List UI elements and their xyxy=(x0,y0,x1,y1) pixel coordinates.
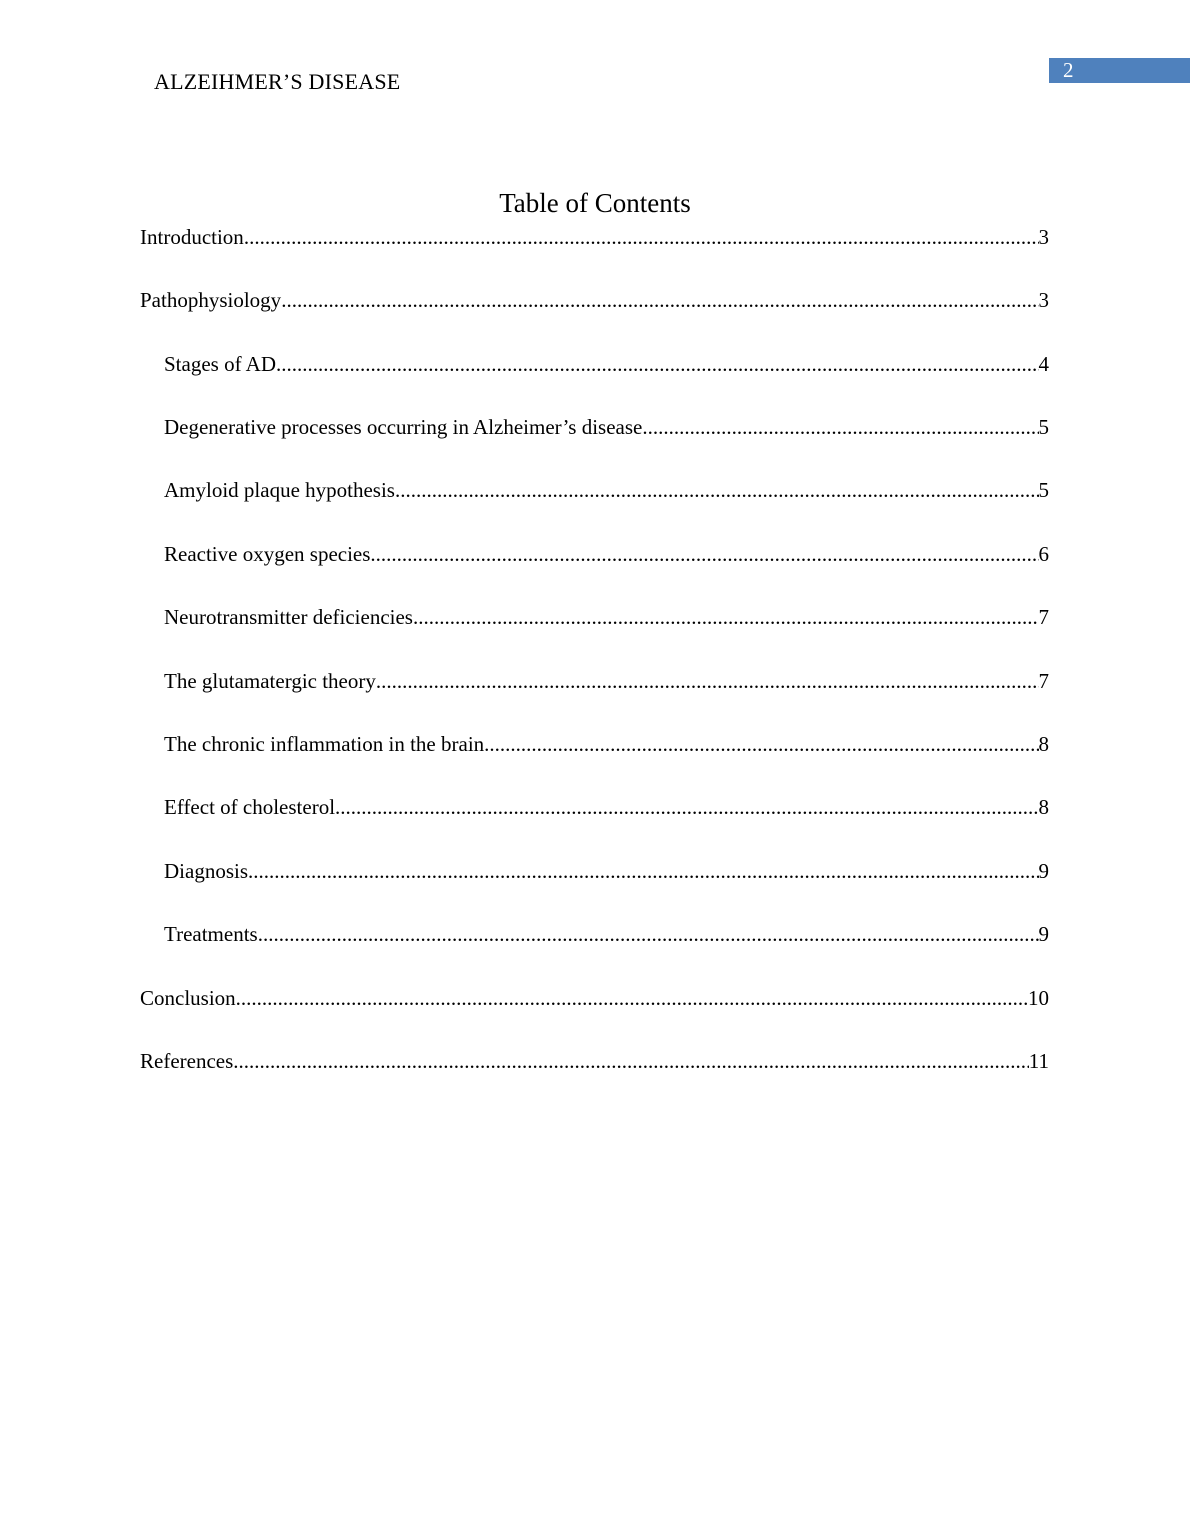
toc-heading: Table of Contents xyxy=(499,188,691,218)
toc-entry-page: 11 xyxy=(1028,1049,1049,1073)
toc-entry-glutamatergic-theory[interactable] xyxy=(164,667,1049,695)
toc-entry-page: 9 xyxy=(1038,922,1049,946)
toc-entry-chronic-inflammation[interactable] xyxy=(164,730,1049,758)
toc-dot-leader xyxy=(281,286,1038,314)
toc-entry-page: 3 xyxy=(1038,288,1049,312)
toc-dot-leader xyxy=(244,223,1039,251)
toc-entry-page: 8 xyxy=(1038,795,1049,819)
toc-entry-conclusion[interactable] xyxy=(140,984,1049,1012)
toc-entry-references[interactable] xyxy=(140,1047,1049,1075)
toc-dot-leader xyxy=(642,413,1038,441)
toc-entry-label: Degenerative processes occurring in Alzheimer’s disease xyxy=(164,415,643,439)
toc-entry-reactive-oxygen-species[interactable] xyxy=(164,540,1049,568)
toc-entry-page: 3 xyxy=(1038,225,1049,249)
toc-entry-label: Effect of cholesterol xyxy=(164,795,336,819)
toc-dot-leader xyxy=(484,730,1038,758)
toc-entry-label: Introduction xyxy=(140,225,244,249)
toc-entry-page: 5 xyxy=(1038,415,1049,439)
toc-entry-introduction[interactable] xyxy=(140,223,1049,251)
toc-entry-label: Neurotransmitter deficiencies xyxy=(164,605,413,629)
toc-entry-page: 6 xyxy=(1038,542,1049,566)
toc-entry-label: Diagnosis xyxy=(164,859,248,883)
toc-entry-page: 7 xyxy=(1038,669,1049,693)
toc-dot-leader xyxy=(395,476,1039,504)
toc-entry-label: Conclusion xyxy=(140,986,236,1010)
toc-entry-label: Reactive oxygen species xyxy=(164,542,371,566)
toc-dot-leader xyxy=(376,667,1039,695)
toc-entry-page: 10 xyxy=(1028,986,1049,1010)
toc-entry-page: 5 xyxy=(1038,478,1049,502)
toc-entry-amyloid-plaque-hypothesis[interactable] xyxy=(164,476,1049,504)
toc-entry-label: Stages of AD xyxy=(164,352,276,376)
toc-entry-effect-of-cholesterol[interactable] xyxy=(164,793,1049,821)
toc-dot-leader xyxy=(258,920,1039,948)
toc-entry-page: 8 xyxy=(1038,732,1049,756)
toc-entry-label: The chronic inflammation in the brain xyxy=(164,732,485,756)
toc-entry-diagnosis[interactable] xyxy=(164,857,1049,885)
toc-entry-page: 9 xyxy=(1038,859,1049,883)
toc-dot-leader xyxy=(335,793,1038,821)
toc-entry-label: The glutamatergic theory xyxy=(164,669,376,693)
toc-entry-pathophysiology[interactable] xyxy=(140,286,1049,314)
toc-dot-leader xyxy=(236,984,1028,1012)
toc-entry-degenerative-processes[interactable] xyxy=(164,413,1049,441)
toc-entry-page: 7 xyxy=(1038,605,1049,629)
toc-entry-label: Pathophysiology xyxy=(140,288,282,312)
page-number: 2 xyxy=(1063,58,1074,82)
toc-entry-page: 4 xyxy=(1038,352,1049,376)
toc-entry-label: Treatments xyxy=(164,922,258,946)
toc-entry-label: References xyxy=(140,1049,234,1073)
toc-entry-treatments[interactable] xyxy=(164,920,1049,948)
toc-dot-leader xyxy=(233,1047,1028,1075)
toc-entry-stages-of-ad[interactable] xyxy=(164,350,1049,378)
toc-dot-leader xyxy=(248,857,1039,885)
toc-dot-leader xyxy=(370,540,1038,568)
running-header-title: ALZEIHMER’S DISEASE xyxy=(154,69,401,94)
toc-dot-leader xyxy=(276,350,1039,378)
toc-entry-neurotransmitter-deficiencies[interactable] xyxy=(164,603,1049,631)
toc-entry-label: Amyloid plaque hypothesis xyxy=(164,478,395,502)
toc-dot-leader xyxy=(413,603,1039,631)
page-number-tab xyxy=(1049,58,1190,83)
